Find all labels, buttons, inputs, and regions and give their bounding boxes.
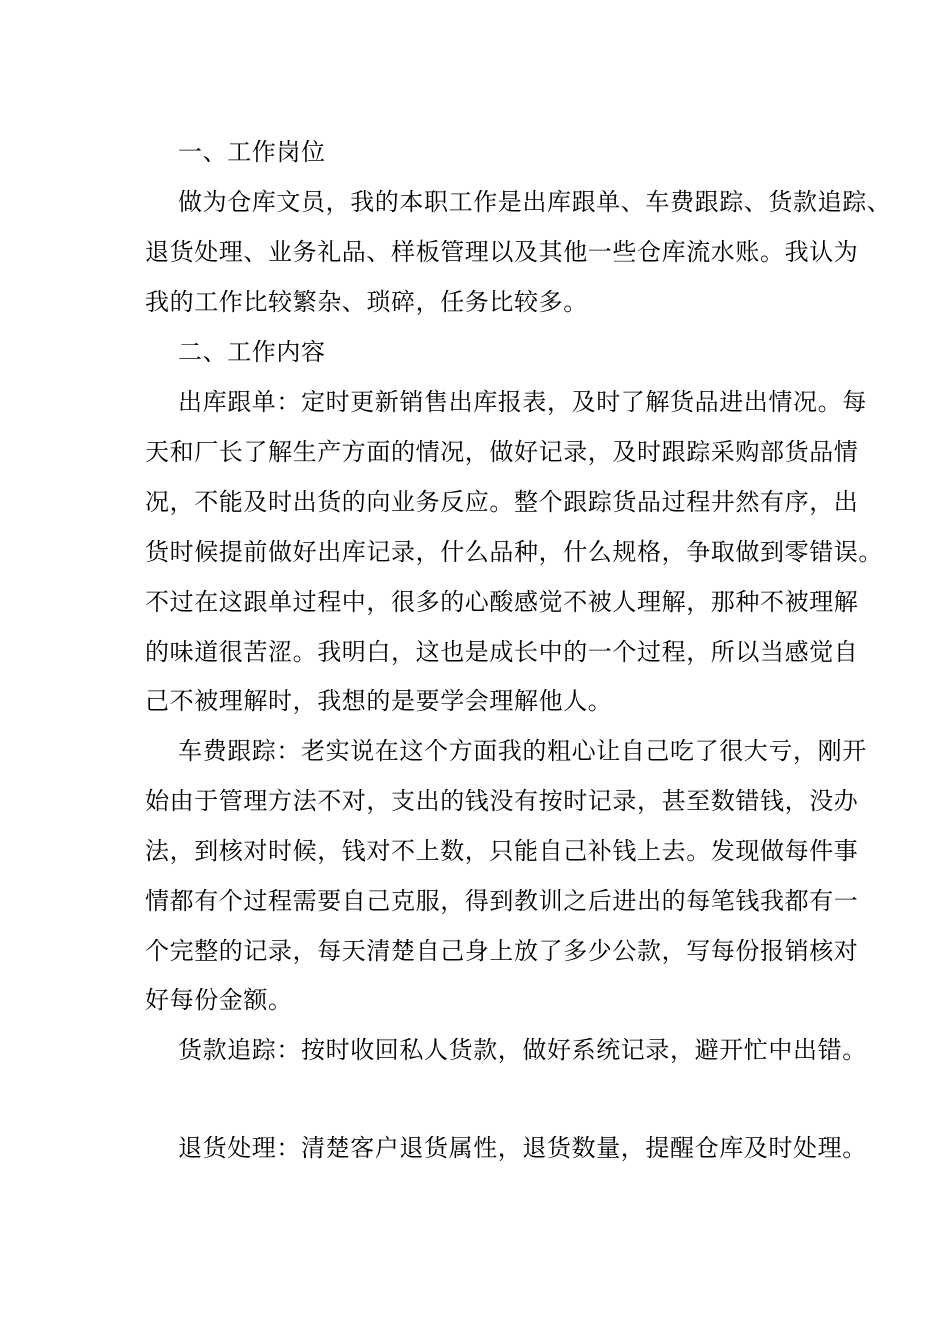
paragraph-line: 好每份金额。 bbox=[145, 986, 293, 1014]
paragraph-line: 的味道很苦涩。我明白，这也是成长中的一个过程，所以当感觉自 bbox=[145, 638, 859, 666]
paragraph-line: 情都有个过程需要自己克服，得到教训之后进出的每笔钱我都有一 bbox=[145, 887, 859, 915]
paragraph-line: 况，不能及时出货的向业务反应。整个跟踪货品过程井然有序，出 bbox=[145, 488, 859, 516]
paragraph-payment-tracking: 货款追踪：按时收回私人货款，做好系统记录，避开忙中出错。 bbox=[178, 1036, 867, 1064]
paragraph-returns-handling: 退货处理：清楚客户退货属性，退货数量，提醒仓库及时处理。 bbox=[178, 1134, 867, 1162]
paragraph-line: 己不被理解时，我想的是要学会理解他人。 bbox=[145, 687, 613, 715]
paragraph-line: 法，到核对时候，钱对不上数，只能自己补钱上去。发现做每件事 bbox=[145, 837, 859, 865]
paragraph-line: 出库跟单：定时更新销售出库报表，及时了解货品进出情况。每 bbox=[178, 388, 867, 416]
paragraph-line: 始由于管理方法不对，支出的钱没有按时记录，甚至数错钱，没办 bbox=[145, 787, 859, 815]
section-heading-job-position: 一、工作岗位 bbox=[178, 138, 326, 166]
paragraph-line: 车费跟踪：老实说在这个方面我的粗心让自己吃了很大亏，刚开 bbox=[178, 737, 867, 765]
paragraph-line: 我的工作比较繁杂、琐碎，任务比较多。 bbox=[145, 288, 588, 316]
section-heading-job-content: 二、工作内容 bbox=[178, 338, 326, 366]
paragraph-line: 个完整的记录，每天清楚自己身上放了多少公款，写每份报销核对 bbox=[145, 937, 859, 965]
paragraph-line: 天和厂长了解生产方面的情况，做好记录，及时跟踪采购部货品情 bbox=[145, 438, 859, 466]
paragraph-line: 货时候提前做好出库记录，什么品种，什么规格，争取做到零错误。 bbox=[145, 538, 883, 566]
paragraph-line: 做为仓库文员，我的本职工作是出库跟单、车费跟踪、货款追踪、 bbox=[178, 188, 892, 216]
paragraph-line: 退货处理、业务礼品、样板管理以及其他一些仓库流水账。我认为 bbox=[145, 238, 859, 266]
paragraph-line: 不过在这跟单过程中，很多的心酸感觉不被人理解，那种不被理解 bbox=[145, 588, 859, 616]
